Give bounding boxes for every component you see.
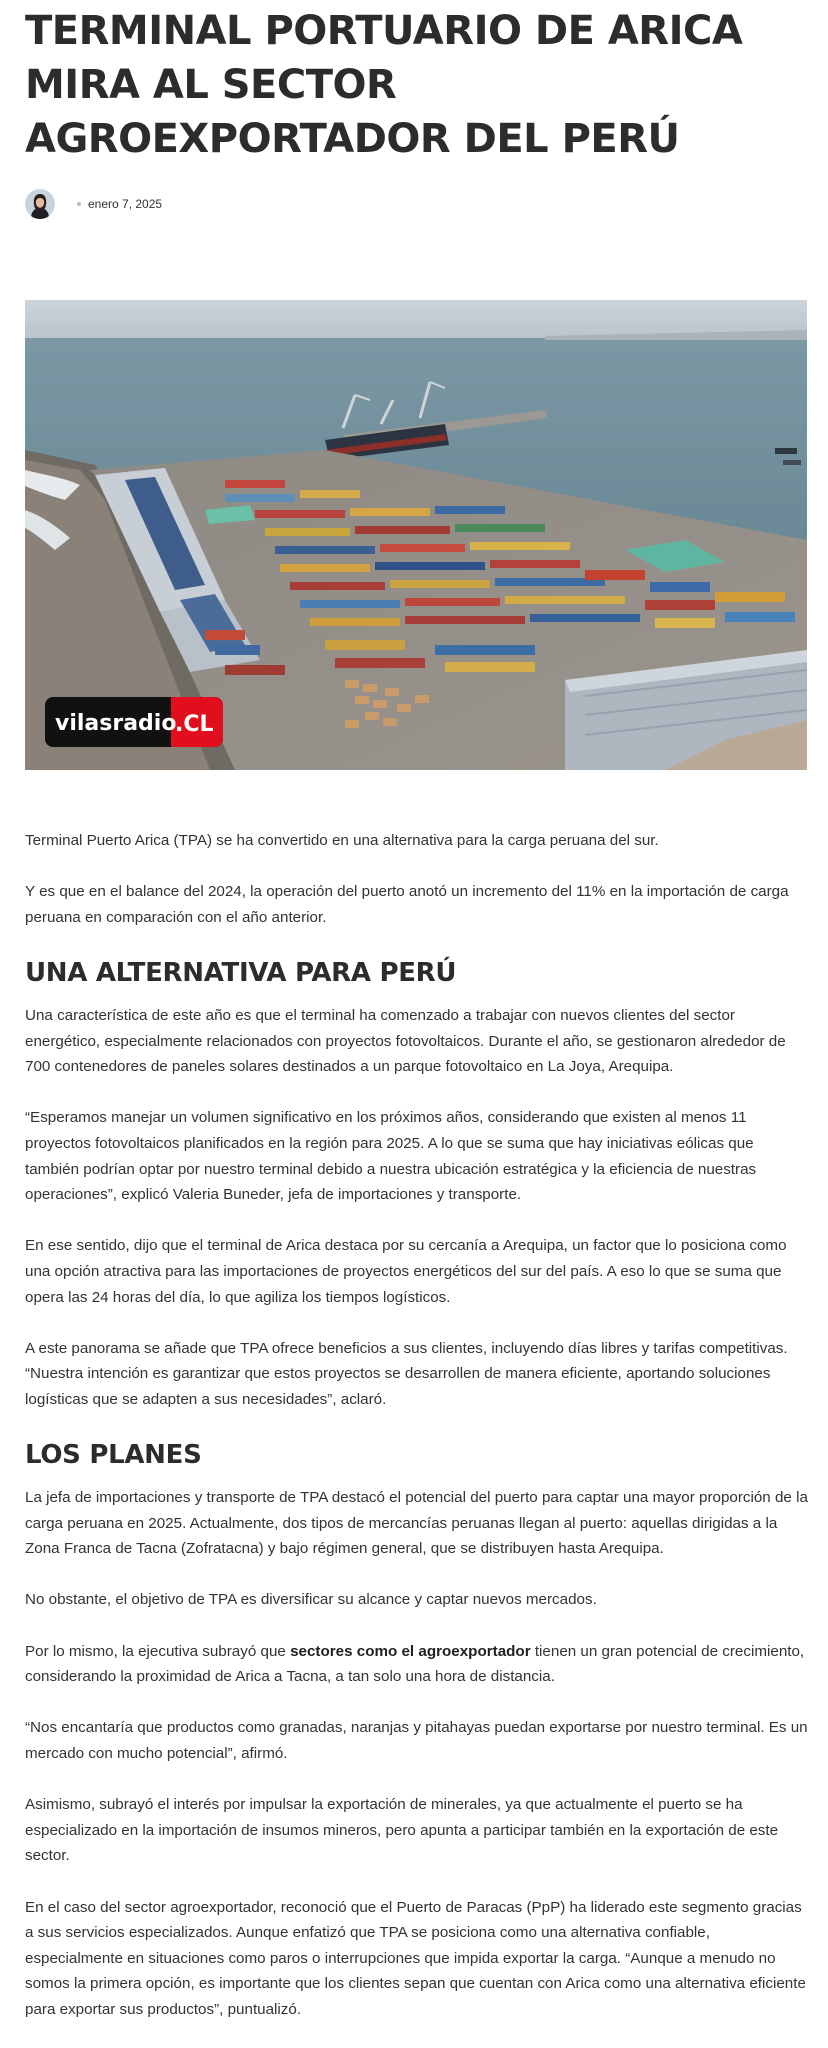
paragraph: La jefa de importaciones y transporte de TPA destacó el potencial del puerto para captar una mayor proporción de la carga peruana en 2025. Actualmente, dos tipos de mercancías peruanas llegan al puerto: aquellas dirigidas a la Zona Franca de Tacna (Zofratacna) y bajo régimen general, que se distribuyen hasta Arequipa. bbox=[25, 1489, 808, 1558]
hero-image bbox=[25, 300, 807, 770]
paragraph: No obstante, el objetivo de TPA es diversificar su alcance y captar nuevos mercados. bbox=[25, 1591, 597, 1609]
section-heading: UNA ALTERNATIVA PARA PERÚ bbox=[25, 957, 457, 988]
paragraph: Una característica de este año es que el terminal ha comenzado a trabajar con nuevos clientes del sector energético, especialmente relacionados con proyectos fotovoltaicos. Durante el año, se gestionaron alrededor de 700 contenedores de paneles solares destinados a un parque fotovoltaico en La Joya, Arequipa. bbox=[25, 1006, 786, 1076]
article-title: TERMINAL PORTUARIO DE ARICA MIRA AL SECTOR AGROEXPORTADOR DEL PERÚ bbox=[25, 8, 743, 162]
port-aerial-photo bbox=[25, 300, 807, 770]
logo-text-right: .CL bbox=[175, 712, 214, 737]
paragraph: “Esperamos manejar un volumen significativo en los próximos años, considerando que existen al menos 11 proyectos fotovoltaicos planificados en la región para 2025. A lo que se suma que hay iniciativas eólicas que también podrían optar por nuestro terminal debido a nuestra ubicación estratégica y la eficiencia de nuestras operaciones”, explicó Valeria Buneder, jefa de importaciones y transporte. bbox=[25, 1109, 757, 1204]
author-avatar-image bbox=[25, 189, 55, 219]
paragraph: A este panorama se añade que TPA ofrece beneficios a sus clientes, incluyendo días libres y tarifas competitivas. “Nuestra intención es garantizar que estos proyectos se desarrollen de manera eficiente, aportando soluciones logísticas que se adapten a sus necesidades”, aclaró. bbox=[25, 1339, 788, 1408]
paragraph: Y es que en el balance del 2024, la operación del puerto anotó un incremento del 11% en la importación de carga peruana en comparación con el año anterior. bbox=[25, 883, 789, 926]
meta-separator-dot bbox=[77, 202, 81, 206]
paragraph-text: tienen un gran potencial de crecimiento, considerando la proximidad de Arica a Tacna, a tan solo una hora de distancia. bbox=[25, 1642, 805, 1686]
paragraph: Asimismo, subrayó el interés por impulsar la exportación de minerales, ya que actualmente el puerto se ha especializado en la importación de insumos mineros, pero apunta a participar también en la exportación de este sector. bbox=[25, 1796, 779, 1865]
logo-text-left: vilasradio bbox=[55, 711, 177, 736]
bold-highlight: sectores como el agroexportador bbox=[290, 1642, 531, 1660]
vilasradio-logo bbox=[45, 697, 223, 747]
paragraph: En ese sentido, dijo que el terminal de Arica destaca por su cercanía a Arequipa, un factor que lo posiciona como una opción atractiva para las importaciones de proyectos energéticos del sur del país. A eso lo que se suma que opera las 24 horas del día, lo que agiliza los tiempos logísticos. bbox=[25, 1237, 787, 1306]
section-heading: LOS PLANES bbox=[25, 1440, 202, 1471]
paragraph: En el caso del sector agroexportador, reconoció que el Puerto de Paracas (PpP) ha liderado este segmento gracias a sus servicios especializados. Aunque enfatizó que TPA se posiciona como una alternativa confiable, especialmente en situaciones como paros o interrupciones que impida exportar la carga. “Aunque a menudo no somos la primera opción, es importante que los clientes sepan que cuentan con Arica como una alternativa eficiente para exportar sus productos”, puntualizó. bbox=[25, 1898, 806, 2018]
article-body bbox=[25, 828, 810, 2048]
paragraph: Terminal Puerto Arica (TPA) se ha convertido en una alternativa para la carga peruana del sur. bbox=[25, 832, 659, 849]
paragraph: “Nos encantaría que productos como granadas, naranjas y pitahayas puedan exportarse por nuestro terminal. Es un mercado con mucho potencial”, afirmó. bbox=[25, 1719, 808, 1762]
post-date: enero 7, 2025 bbox=[88, 197, 163, 211]
paragraph bbox=[25, 1639, 810, 1690]
paragraph-text: Por lo mismo, la ejecutiva subrayó que bbox=[25, 1642, 291, 1660]
article-meta bbox=[25, 189, 162, 219]
author-avatar[interactable] bbox=[25, 189, 55, 219]
